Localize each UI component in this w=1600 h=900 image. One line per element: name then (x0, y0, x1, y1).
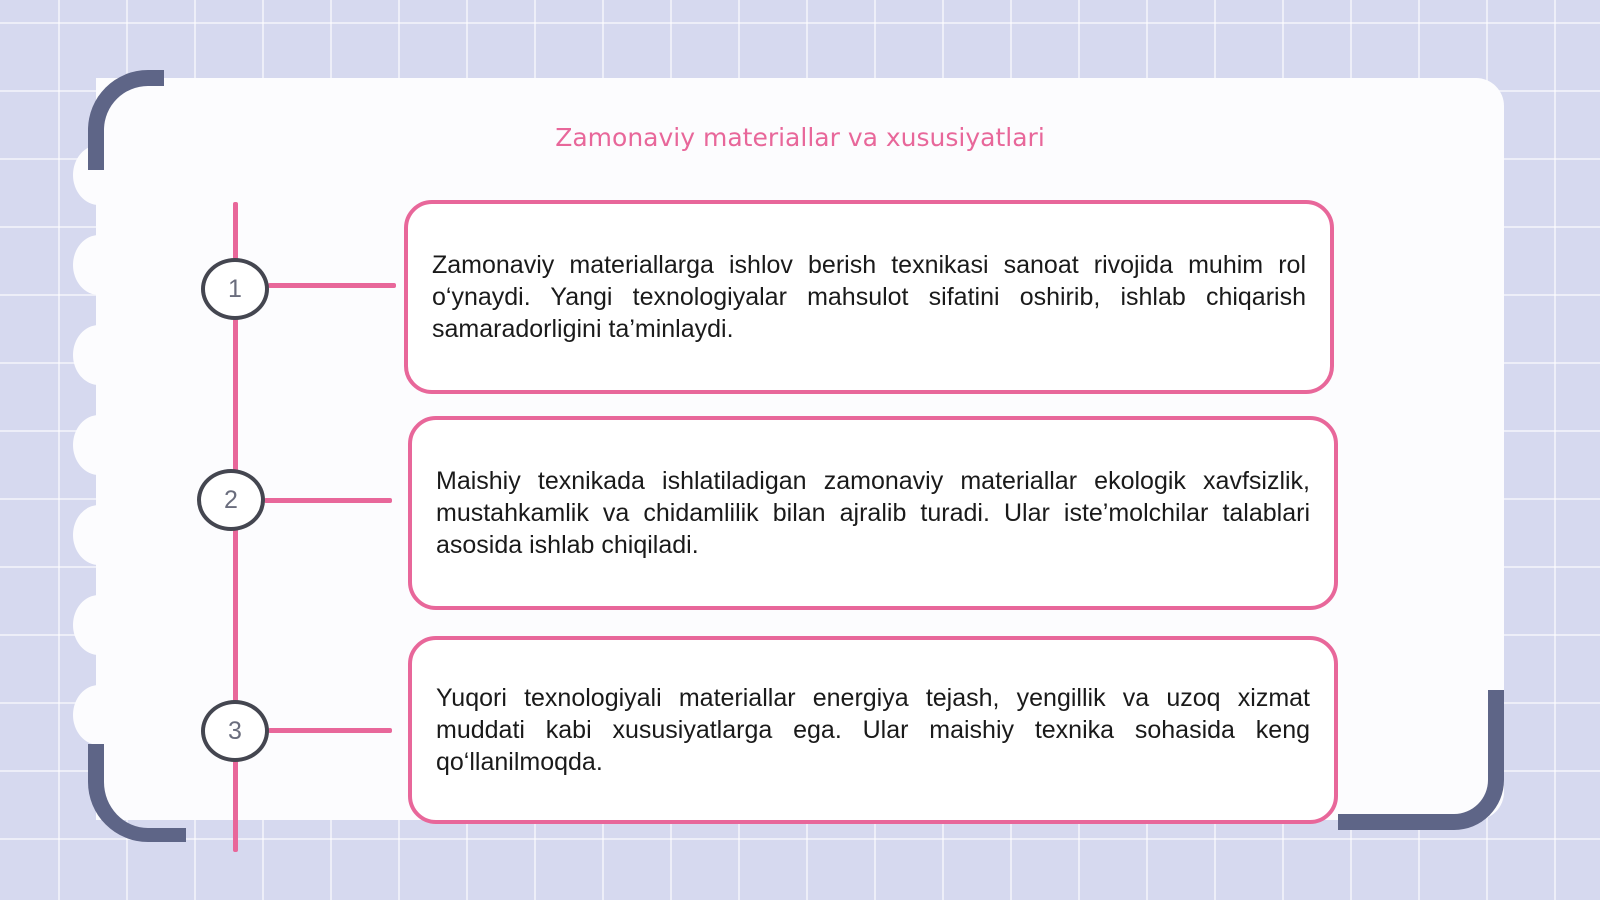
text-box-3 (408, 636, 1338, 824)
notebook-scallop (73, 595, 125, 655)
notebook-scallop (73, 415, 125, 475)
timeline-connector-1 (268, 283, 396, 288)
slide-title: Zamonaviy materiallar va xususiyatlari (555, 123, 1045, 152)
notebook-scallop (73, 325, 125, 385)
notebook-scallop (73, 505, 125, 565)
text-box-1-content: Zamonaviy materiallarga ishlov berish texnikasi sanoat rivojida muhim rol o‘ynaydi. Yangi texnologiyalar mahsulot sifatini oshirib, ishlab chiqarish samaradorligini ta’minlaydi. (432, 251, 1306, 343)
text-box-2-content: Maishiy texnikada ishlatiladigan zamonaviy materiallar ekologik xavfsizlik, mustahkamlik va chidamlilik bilan ajralib turadi. Ular iste’molchilar talablari asosida ishlab chiqiladi. (436, 467, 1310, 559)
corner-bracket-bottom-right (1338, 690, 1504, 830)
notebook-scallop (73, 235, 125, 295)
timeline-connector-2 (264, 498, 392, 503)
timeline-connector-3 (268, 728, 392, 733)
corner-bracket-bottom-left (88, 744, 186, 842)
notebook-scallop (73, 685, 125, 745)
text-box-3-content: Yuqori texnologiyali materiallar energiya tejash, yengillik va uzoq xizmat muddati kabi xususiyatlarga ega. Ular maishiy texnika sohasida keng qo‘llanilmoqda. (436, 684, 1310, 776)
step-number-2: 2 (197, 469, 265, 531)
text-box-1 (404, 200, 1334, 394)
step-number-1: 1 (201, 258, 269, 320)
step-number-3: 3 (201, 700, 269, 762)
text-box-2 (408, 416, 1338, 610)
